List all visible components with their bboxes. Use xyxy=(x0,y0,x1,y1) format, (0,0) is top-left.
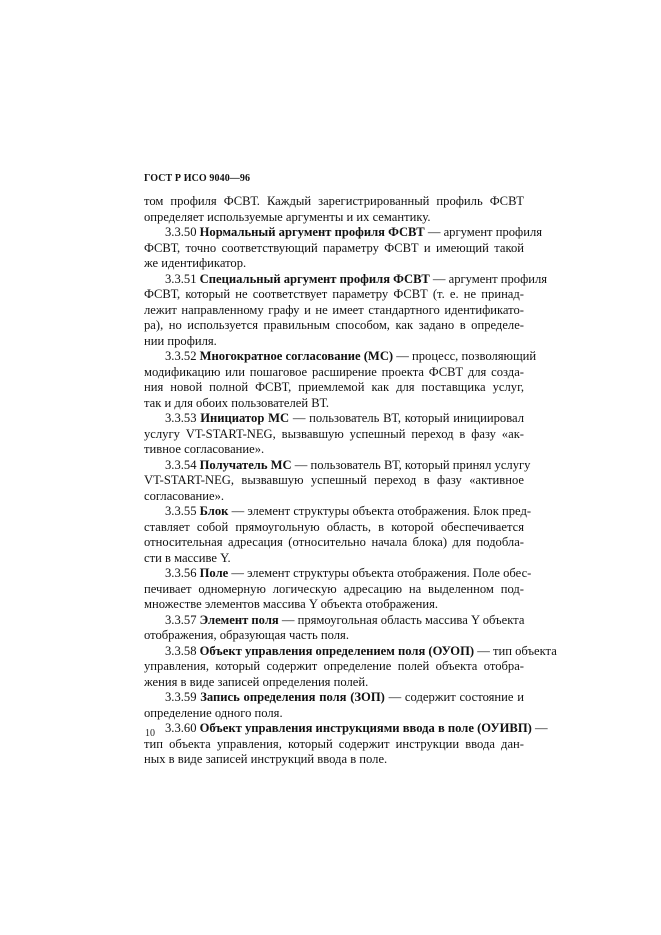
definition-3-3-54 xyxy=(144,457,531,505)
text-line xyxy=(144,256,524,272)
text-line xyxy=(144,566,532,582)
text-line xyxy=(144,520,524,536)
text-line xyxy=(144,457,531,474)
line-text: ния новой полной ФСВТ, приемлемой как для поставщика услуг, xyxy=(144,380,524,394)
text-line xyxy=(144,721,548,737)
text-line xyxy=(144,597,524,613)
term: Специальный аргумент профиля ФСВТ xyxy=(199,271,430,286)
text-line xyxy=(144,643,557,660)
text-line xyxy=(144,411,524,427)
text-line xyxy=(144,675,524,691)
line-text: том профиля ФСВТ. Каждый зарегистрированный профиль ФСВТ xyxy=(144,194,524,208)
text-line xyxy=(144,427,524,443)
text-line xyxy=(144,303,524,319)
line-text: — содержит состояние и xyxy=(384,690,524,704)
text-line xyxy=(144,442,524,458)
text-line xyxy=(144,613,524,629)
line-text: ФСВТ, который не соответствует параметру ФСВТ (т. е. не принад- xyxy=(144,287,524,301)
line-text: — пользователь ВТ, который принял услугу xyxy=(291,457,531,472)
line-text: — аргумент профиля xyxy=(429,271,548,286)
line-text: — элемент структуры объекта отображения. Блок пред- xyxy=(228,504,532,518)
line-text: так и для обоих пользователей ВТ. xyxy=(144,395,330,410)
line-text: относительная адресация (относительно начала блока) для подобла- xyxy=(144,535,524,549)
line-text: нии профиля. xyxy=(144,333,217,348)
text-line xyxy=(144,504,532,520)
text-line xyxy=(144,271,548,288)
text-line xyxy=(144,334,524,350)
line-text: услугу VT-START-NEG, вызвавшую успешный переход в фазу «ак- xyxy=(144,426,524,441)
line-text: определяет используемые аргументы и их семантику. xyxy=(144,209,431,224)
clause-number: 3.3.60 xyxy=(165,721,200,735)
text-line xyxy=(144,210,524,226)
text-line xyxy=(144,628,524,644)
line-text: — аргумент профиля xyxy=(424,225,543,239)
term: Объект управления определением поля (ОУОП) xyxy=(199,643,475,658)
line-text: тивное согласование». xyxy=(144,442,265,456)
term: Нормальный аргумент профиля ФСВТ xyxy=(199,225,425,239)
page-number: 10 xyxy=(145,728,155,739)
line-text: — пользователь ВТ, который инициировал xyxy=(289,411,524,425)
definition-3-3-52 xyxy=(144,349,537,411)
clause-number: 3.3.56 xyxy=(165,566,200,580)
clause-number: 3.3.59 xyxy=(165,690,201,704)
text-line xyxy=(144,318,524,334)
definition-3-3-58 xyxy=(144,643,557,691)
text-line xyxy=(144,489,524,505)
line-text: отображения, образующая часть поля. xyxy=(144,628,349,642)
line-text: множестве элементов массива Y объекта отображения. xyxy=(144,597,439,611)
line-text: модификацию или пошаговое расширение проекта ФСВТ для созда- xyxy=(144,364,524,379)
line-text: тип объекта управления, который содержит инструкции ввода дан- xyxy=(144,736,524,751)
term: Инициатор МС xyxy=(200,411,290,425)
line-text: определение одного поля. xyxy=(144,705,283,720)
definition-3-3-59 xyxy=(144,690,524,721)
term: Поле xyxy=(199,566,229,580)
text-line xyxy=(144,551,524,567)
line-text: — процесс, позволяющий xyxy=(393,349,537,363)
text-line xyxy=(144,737,524,753)
text-line xyxy=(144,287,524,303)
line-text: жения в виде записей определения полей. xyxy=(144,674,369,689)
text-line xyxy=(144,706,524,722)
clause-number: 3.3.55 xyxy=(165,504,200,518)
line-text: печивает одномерную логическую адресацию на выделенном под- xyxy=(144,581,524,596)
definition-3-3-56 xyxy=(144,566,532,613)
document-header: ГОСТ Р ИСО 9040—96 xyxy=(144,173,251,184)
term: Многократное согласование (МС) xyxy=(199,349,394,363)
line-text: VT-START-NEG, вызвавшую успешный переход в фазу «активное xyxy=(144,473,524,487)
text-line xyxy=(144,396,524,412)
clause-number: 3.3.54 xyxy=(165,457,200,472)
clause-number: 3.3.57 xyxy=(165,612,200,627)
text-line xyxy=(144,690,524,706)
definition-3-3-53 xyxy=(144,411,524,458)
definition-3-3-55 xyxy=(144,504,532,566)
line-text: — xyxy=(531,721,548,735)
text-line xyxy=(144,473,524,489)
text-line xyxy=(144,194,524,210)
clause-number: 3.3.50 xyxy=(165,225,200,239)
term: Получатель МС xyxy=(199,457,292,472)
line-text: ных в виде записей инструкций ввода в поле. xyxy=(144,752,388,766)
line-text: ра), но используется правильным способом, как задано в определе- xyxy=(144,318,524,332)
line-text: же идентификатор. xyxy=(144,256,247,270)
definition-3-3-50 xyxy=(144,225,543,272)
text-line xyxy=(144,659,524,675)
line-text: — элемент структуры объекта отображения. Поле обес- xyxy=(228,566,532,580)
text-line xyxy=(144,365,524,381)
term: Запись определения поля (ЗОП) xyxy=(200,690,385,704)
text-line xyxy=(144,380,524,396)
clause-number: 3.3.51 xyxy=(165,271,200,286)
text-line xyxy=(144,241,524,257)
line-text: сти в массиве Y. xyxy=(144,550,231,565)
text-line xyxy=(144,752,524,768)
clause-number: 3.3.53 xyxy=(165,411,201,425)
definition-3-3-60 xyxy=(144,721,548,768)
text-line xyxy=(144,582,524,598)
line-text: ставляет собой прямоугольную область, в которой обеспечивается xyxy=(144,519,524,534)
line-text: ФСВТ, точно соответствующий параметру ФСВТ и имеющий такой xyxy=(144,240,524,255)
line-text: лежит направленному графу и не имеет стандартного идентификато- xyxy=(144,302,524,317)
document-body xyxy=(144,194,557,768)
line-text: — прямоугольная область массива Y объекта xyxy=(278,612,525,627)
text-line xyxy=(144,349,537,365)
line-text: — тип объекта xyxy=(474,643,557,658)
line-text: управления, который содержит определение полей объекта отобра- xyxy=(144,659,524,673)
clause-number: 3.3.52 xyxy=(165,349,200,363)
definition-3-3-57 xyxy=(144,613,524,644)
text-line xyxy=(144,225,543,241)
text-line xyxy=(144,535,524,551)
term: Блок xyxy=(199,504,229,518)
term: Объект управления инструкциями ввода в поле (ОУИВП) xyxy=(199,721,532,735)
clause-number: 3.3.58 xyxy=(165,643,200,658)
term: Элемент поля xyxy=(199,612,279,627)
line-text: согласование». xyxy=(144,488,225,503)
definition-3-3-51 xyxy=(144,271,548,350)
paragraph xyxy=(144,194,524,225)
